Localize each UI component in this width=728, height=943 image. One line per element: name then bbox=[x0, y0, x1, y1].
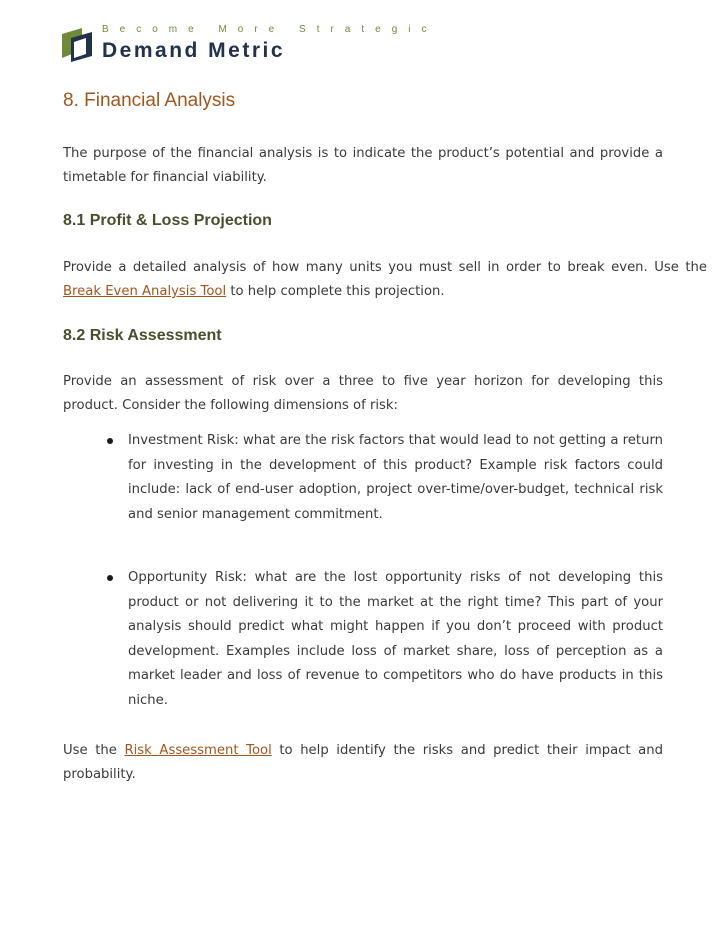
profit-loss-text-after: to help complete this projection. bbox=[226, 284, 445, 299]
logo-mark-icon bbox=[62, 28, 92, 62]
break-even-tool-link[interactable]: Break Even Analysis Tool bbox=[63, 284, 227, 299]
section-intro: The purpose of the financial analysis is to indicate the product’s potential and provide a timetable for financial viability. bbox=[63, 146, 663, 185]
opportunity-risk-item: Opportunity Risk: what are the lost opportunity risks of not developing this product or not delivering it to the market at the right time? This part of your analysis should predict what might happen if you don’t proceed with product development. Examples include loss of market share, loss of perception as a market leader and loss of revenue to competitors who do have products in this niche. bbox=[128, 570, 663, 708]
risk-intro: Provide an assessment of risk over a three to five year horizon for developing this product. Consider the following dimensions of risk: bbox=[63, 374, 663, 413]
investment-risk-item: Investment Risk: what are the risk factors that would lead to not getting a return for investing in the development of this product? Example risk factors could include: lack of end-user adoption, project over-time/over-budget, technical risk and senior management commitment. bbox=[128, 433, 663, 522]
section-title: 8. Financial Analysis bbox=[63, 90, 236, 111]
profit-loss-heading: 8.1 Profit & Loss Projection bbox=[63, 212, 272, 229]
demand-metric-logo bbox=[62, 22, 438, 70]
risk-closing-after: to help identify the risks and predict their impact and probability. bbox=[63, 743, 663, 782]
risk-closing-paragraph bbox=[63, 739, 663, 787]
risk-closing-before: Use the bbox=[63, 743, 125, 758]
bullet-icon bbox=[107, 575, 113, 581]
profit-loss-text-before: Provide a detailed analysis of how many units you must sell in order to break even. Use the bbox=[63, 260, 707, 275]
profit-loss-paragraph bbox=[63, 256, 707, 304]
logo-tagline: Become More Strategic bbox=[102, 24, 438, 35]
logo-brand-name: Demand Metric bbox=[102, 39, 286, 62]
bullet-icon bbox=[107, 438, 113, 444]
risk-heading: 8.2 Risk Assessment bbox=[63, 327, 222, 344]
risk-assessment-tool-link[interactable]: Risk Assessment Tool bbox=[124, 743, 272, 758]
